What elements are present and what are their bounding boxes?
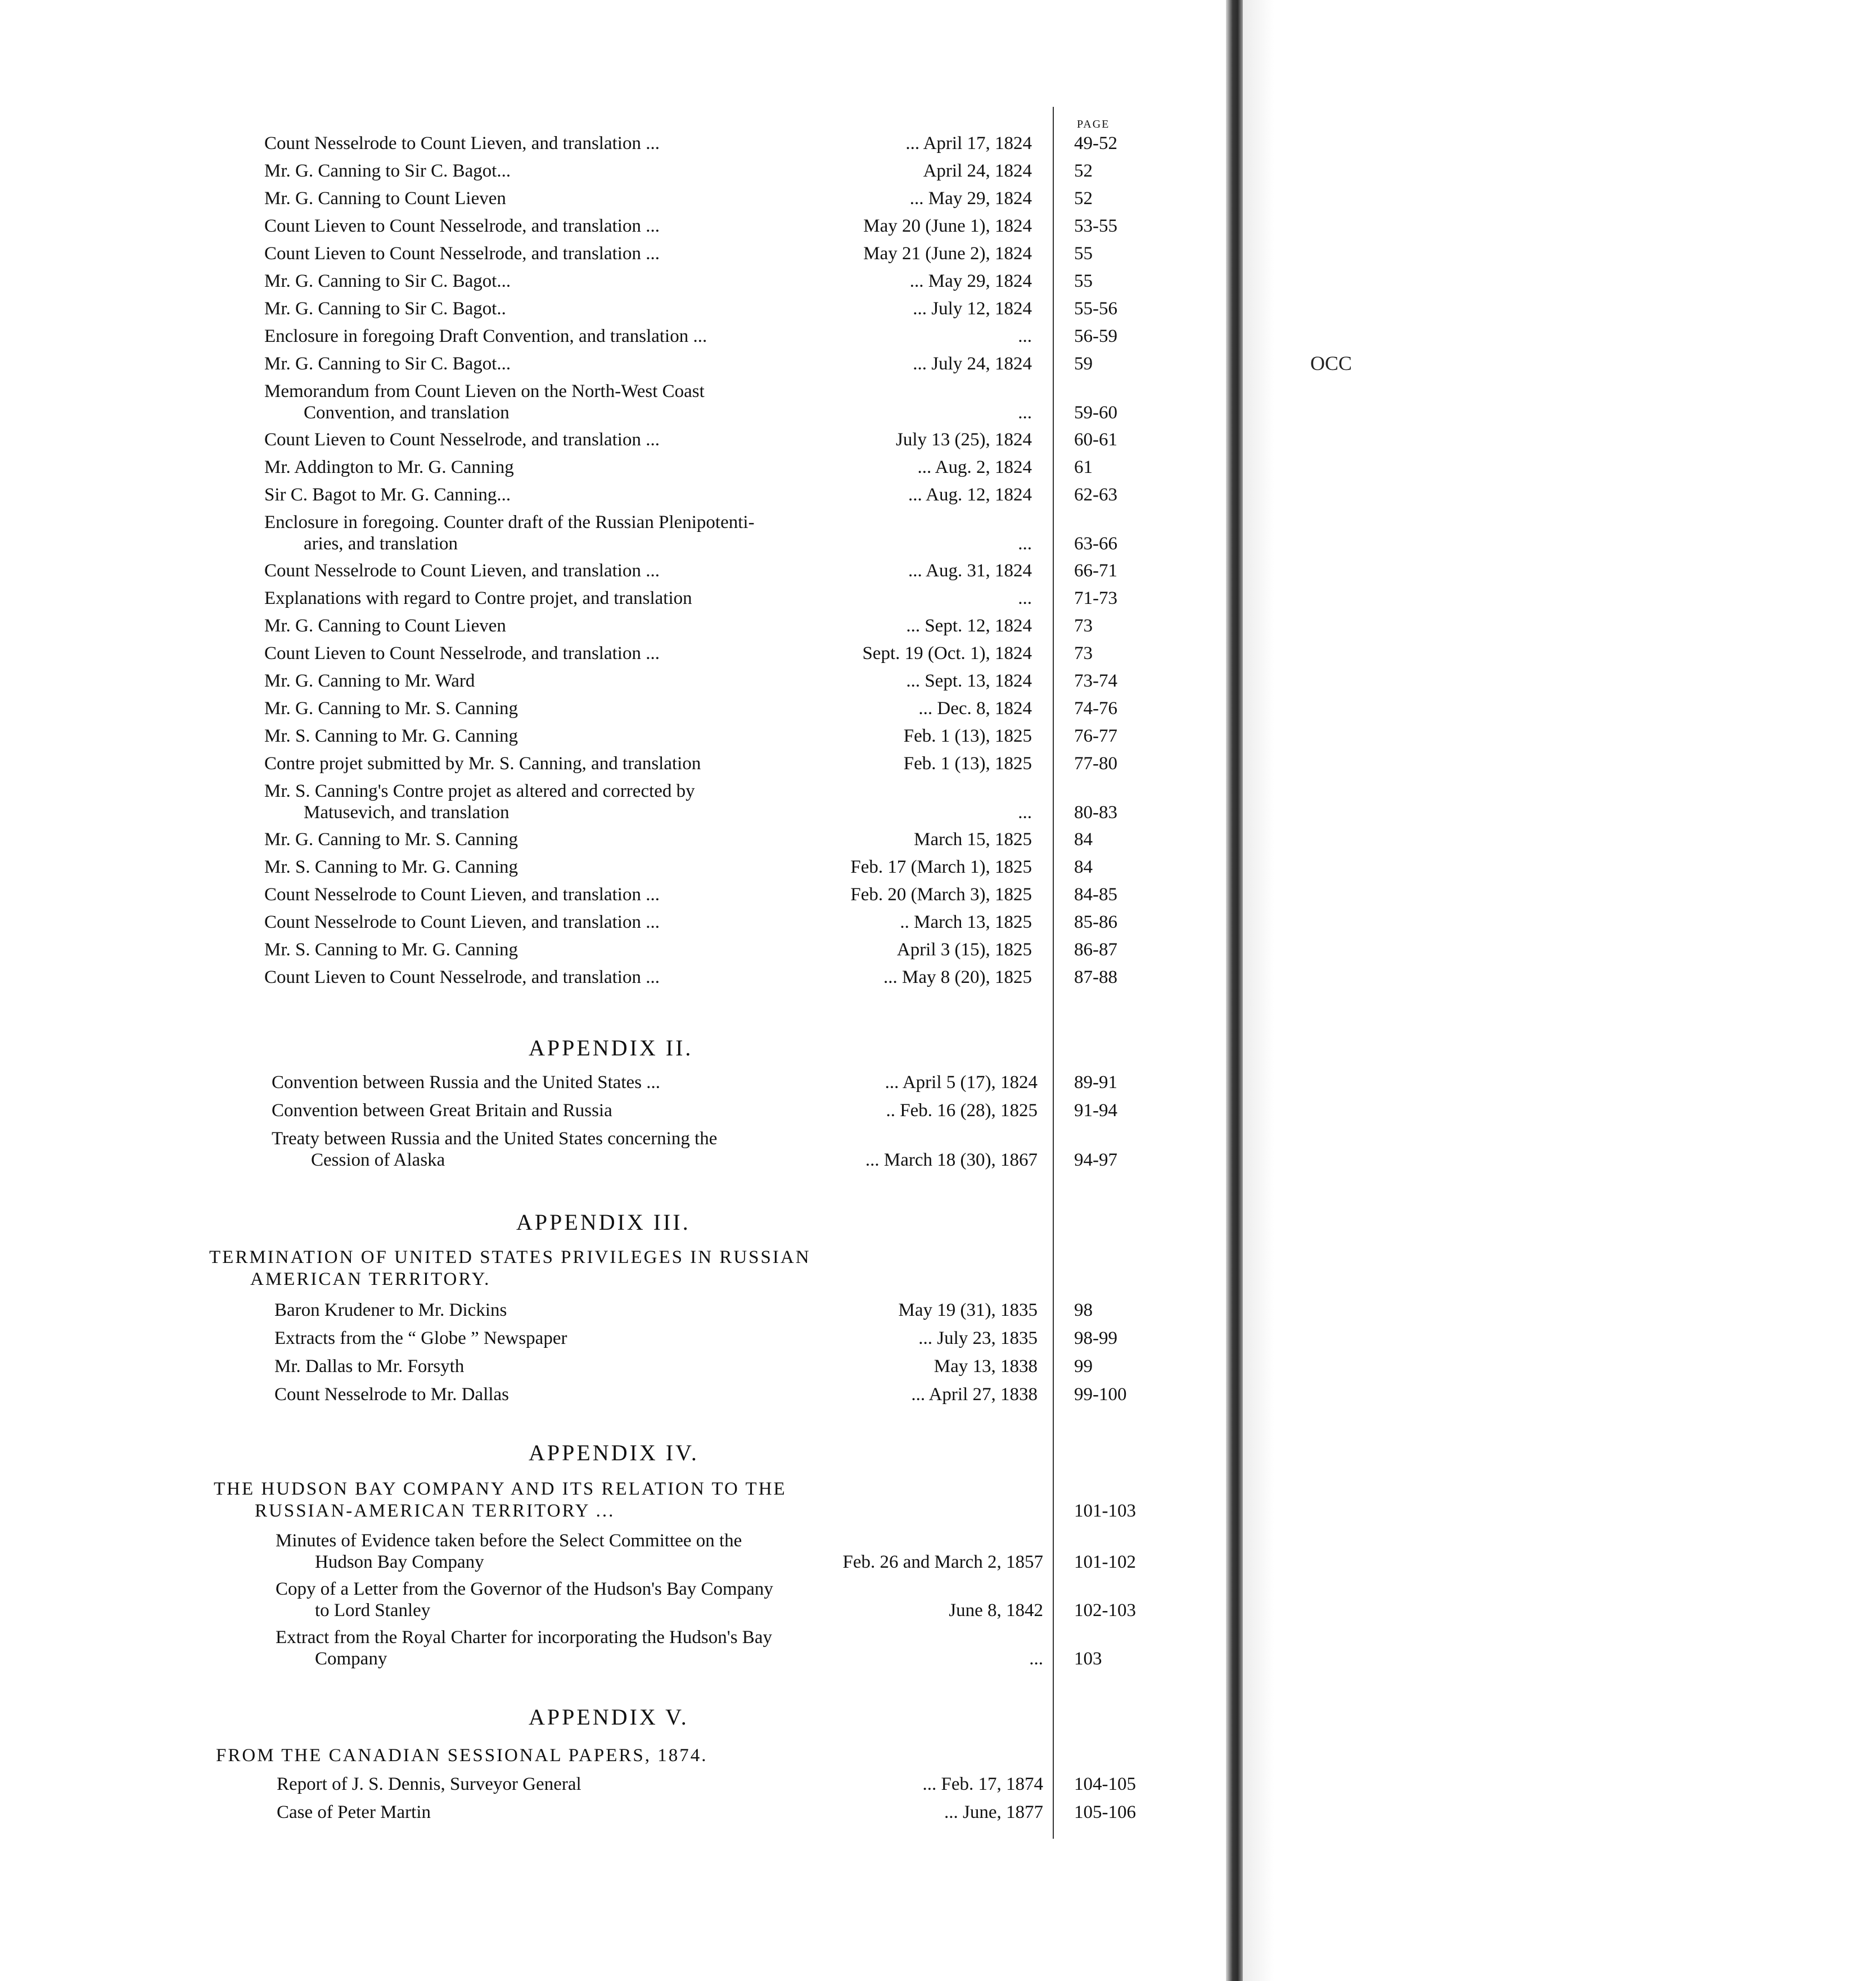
toc-entry-date: .. Feb. 16 (28), 1825 bbox=[886, 1100, 1038, 1121]
toc-entry-page: 87-88 bbox=[1074, 967, 1117, 987]
toc-entry-date: June 8, 1842 bbox=[949, 1600, 1043, 1621]
toc-entry-title: Enclosure in foregoing. Counter draft of the Russian Plenipotenti- bbox=[264, 512, 755, 533]
toc-entry-page: 101-102 bbox=[1074, 1552, 1136, 1572]
toc-entry-page: 102-103 bbox=[1074, 1600, 1136, 1621]
toc-entry-title: Mr. G. Canning to Sir C. Bagot... bbox=[264, 271, 511, 291]
toc-entry-title: Mr. Dallas to Mr. Forsyth bbox=[274, 1356, 465, 1377]
toc-entry-page: 98-99 bbox=[1074, 1328, 1117, 1348]
toc-entry-title: Extract from the Royal Charter for incorporating the Hudson's Bay bbox=[276, 1627, 772, 1648]
toc-entry-date: ... June, 1877 bbox=[944, 1802, 1043, 1822]
toc-entry-title: Convention between Russia and the United States ... bbox=[272, 1072, 661, 1093]
toc-entry-title: Mr. G. Canning to Sir C. Bagot.. bbox=[264, 299, 506, 319]
toc-entry-title: Minutes of Evidence taken before the Select Committee on the bbox=[276, 1531, 742, 1551]
toc-entry-date: May 20 (June 1), 1824 bbox=[863, 216, 1032, 236]
toc-entry-date: ... bbox=[1018, 326, 1032, 346]
toc-entry-date: March 15, 1825 bbox=[914, 829, 1032, 850]
toc-entry-page: 53-55 bbox=[1074, 216, 1117, 236]
toc-entry-title: Mr. S. Canning to Mr. G. Canning bbox=[264, 857, 518, 877]
toc-entry-page: 59-60 bbox=[1074, 403, 1117, 423]
toc-entry-page: 74-76 bbox=[1074, 698, 1117, 719]
toc-entry-title: Count Lieven to Count Nesselrode, and translation ... bbox=[264, 643, 660, 664]
toc-entry-page: 99 bbox=[1074, 1356, 1093, 1377]
toc-entry-title: Explanations with regard to Contre projet, and translation bbox=[264, 588, 692, 608]
toc-entry-date: ... April 5 (17), 1824 bbox=[885, 1072, 1038, 1093]
toc-entry-title: Count Lieven to Count Nesselrode, and translation ... bbox=[264, 430, 660, 450]
section-title: FROM THE CANADIAN SESSIONAL PAPERS, 1874. bbox=[216, 1745, 708, 1766]
toc-entry-page: 59 bbox=[1074, 354, 1093, 374]
toc-entry-page: 104-105 bbox=[1074, 1774, 1136, 1794]
toc-entry bbox=[0, 1383, 1158, 1440]
toc-entry-date: July 13 (25), 1824 bbox=[896, 430, 1032, 450]
toc-entry-page: 84 bbox=[1074, 829, 1093, 850]
toc-entry-date: May 13, 1838 bbox=[934, 1356, 1038, 1377]
toc-entry-title: Contre projet submitted by Mr. S. Canning, and translation bbox=[264, 753, 701, 774]
toc-entry-date: ... Sept. 13, 1824 bbox=[906, 671, 1032, 691]
toc-entry-page: 55 bbox=[1074, 243, 1093, 264]
toc-entry-page: 86-87 bbox=[1074, 940, 1117, 960]
toc-entry-date: April 24, 1824 bbox=[923, 161, 1032, 181]
toc-entry bbox=[0, 1529, 1158, 1586]
toc-entry-title-continued: Convention, and translation bbox=[304, 403, 509, 423]
toc-entry-date: April 3 (15), 1825 bbox=[896, 940, 1032, 960]
toc-entry-page: 84-85 bbox=[1074, 885, 1117, 905]
toc-entry-title: Count Lieven to Count Nesselrode, and translation ... bbox=[264, 243, 660, 264]
toc-entry-page: 105-106 bbox=[1074, 1802, 1136, 1822]
toc-entry-date: ... Aug. 2, 1824 bbox=[917, 457, 1032, 477]
toc-entry-date: Sept. 19 (Oct. 1), 1824 bbox=[862, 643, 1032, 664]
toc-entry-title-continued: Hudson Bay Company bbox=[315, 1552, 484, 1572]
toc-entry bbox=[0, 1626, 1158, 1682]
toc-entry-title: Mr. G. Canning to Sir C. Bagot... bbox=[264, 161, 511, 181]
toc-entry-page: 56-59 bbox=[1074, 326, 1117, 346]
toc-entry-page: 73 bbox=[1074, 643, 1093, 664]
toc-entry-date: ... bbox=[1018, 588, 1032, 608]
toc-entry-date: ... bbox=[1018, 802, 1032, 823]
toc-entry-date: ... bbox=[1018, 534, 1032, 554]
toc-entry-title: Mr. G. Canning to Mr. S. Canning bbox=[264, 829, 518, 850]
toc-entry-date: Feb. 1 (13), 1825 bbox=[903, 726, 1032, 746]
appendix-heading: APPENDIX II. bbox=[529, 1035, 693, 1061]
toc-entry-page: 89-91 bbox=[1074, 1072, 1117, 1093]
toc-entry-page: 76-77 bbox=[1074, 726, 1117, 746]
toc-entry-title: Case of Peter Martin bbox=[277, 1802, 431, 1822]
toc-entry-title-continued: Cession of Alaska bbox=[311, 1150, 445, 1170]
toc-entry-page: 85-86 bbox=[1074, 912, 1117, 932]
toc-entry-date: ... July 12, 1824 bbox=[913, 299, 1032, 319]
facing-page-margin bbox=[1243, 0, 1347, 1981]
toc-entry bbox=[0, 966, 1158, 1022]
toc-entry-page: 61 bbox=[1074, 457, 1093, 477]
toc-entry-title: Enclosure in foregoing Draft Convention, and translation ... bbox=[264, 326, 707, 346]
toc-entry-page: 98 bbox=[1074, 1300, 1093, 1320]
toc-entry-title: Mr. G. Canning to Mr. Ward bbox=[264, 671, 475, 691]
toc-entry-date: May 21 (June 2), 1824 bbox=[863, 243, 1032, 264]
toc-entry-date: ... July 23, 1835 bbox=[918, 1328, 1038, 1348]
toc-entry-date: ... May 29, 1824 bbox=[909, 271, 1032, 291]
toc-entry-date: Feb. 26 and March 2, 1857 bbox=[842, 1552, 1043, 1572]
facing-page-text: OCC bbox=[1310, 352, 1352, 374]
appendix-heading: APPENDIX V. bbox=[529, 1704, 689, 1730]
toc-entry-date: ... July 24, 1824 bbox=[913, 354, 1032, 374]
toc-entry-title: Mr. G. Canning to Count Lieven bbox=[264, 616, 506, 636]
toc-entry-page: 49-52 bbox=[1074, 133, 1117, 154]
toc-entry-date: ... bbox=[1029, 1649, 1043, 1669]
toc-entry-date: Feb. 17 (March 1), 1825 bbox=[850, 857, 1032, 877]
toc-entry-date: ... March 18 (30), 1867 bbox=[865, 1150, 1038, 1170]
toc-entry-page: 55 bbox=[1074, 271, 1093, 291]
toc-entry-title: Count Nesselrode to Count Lieven, and translation ... bbox=[264, 912, 660, 932]
toc-entry-date: ... Dec. 8, 1824 bbox=[918, 698, 1032, 719]
toc-entry-date: ... May 29, 1824 bbox=[909, 188, 1032, 209]
toc-entry-page: 55-56 bbox=[1074, 299, 1117, 319]
section-title-continued: AMERICAN TERRITORY. bbox=[250, 1269, 491, 1289]
toc-entry-title: Convention between Great Britain and Russia bbox=[272, 1100, 612, 1121]
toc-entry-title: Count Nesselrode to Count Lieven, and translation ... bbox=[264, 561, 660, 581]
toc-entry-date: ... Feb. 17, 1874 bbox=[922, 1774, 1043, 1794]
toc-entry-page: 62-63 bbox=[1074, 485, 1117, 505]
toc-entry-title-continued: Matusevich, and translation bbox=[304, 802, 509, 823]
toc-entry-title: Count Lieven to Count Nesselrode, and translation ... bbox=[264, 967, 660, 987]
toc-entry-page: 80-83 bbox=[1074, 802, 1117, 823]
toc-entry bbox=[0, 1578, 1158, 1634]
toc-entry-page: 71-73 bbox=[1074, 588, 1117, 608]
toc-entry-date: May 19 (31), 1835 bbox=[898, 1300, 1038, 1320]
toc-entry-page: 52 bbox=[1074, 161, 1093, 181]
toc-entry-page: 77-80 bbox=[1074, 753, 1117, 774]
toc-entry-title: Extracts from the “ Globe ” Newspaper bbox=[274, 1328, 567, 1348]
toc-entry-page: 52 bbox=[1074, 188, 1093, 209]
toc-entry-title: Count Nesselrode to Count Lieven, and translation ... bbox=[264, 885, 660, 905]
toc-entry-date: ... Sept. 12, 1824 bbox=[906, 616, 1032, 636]
toc-entry bbox=[0, 511, 1158, 567]
toc-entry-date: ... April 17, 1824 bbox=[905, 133, 1032, 154]
toc-entry-title: Treaty between Russia and the United States concerning the bbox=[272, 1129, 718, 1149]
toc-entry-date: ... Aug. 12, 1824 bbox=[908, 485, 1032, 505]
toc-entry-title-continued: Company bbox=[315, 1649, 387, 1669]
toc-entry-title: Count Nesselrode to Mr. Dallas bbox=[274, 1384, 509, 1405]
toc-entry-title: Mr. G. Canning to Count Lieven bbox=[264, 188, 506, 209]
toc-entry-page: 84 bbox=[1074, 857, 1093, 877]
toc-entry-title: Memorandum from Count Lieven on the North-West Coast bbox=[264, 381, 705, 401]
toc-entry-title: Copy of a Letter from the Governor of the Hudson's Bay Company bbox=[276, 1579, 773, 1599]
toc-entry-page: 103 bbox=[1074, 1649, 1102, 1669]
toc-entry-date: ... bbox=[1018, 403, 1032, 423]
toc-entry-title-continued: aries, and translation bbox=[304, 534, 458, 554]
toc-entry-date: Feb. 20 (March 3), 1825 bbox=[850, 885, 1032, 905]
toc-entry-title: Baron Krudener to Mr. Dickins bbox=[274, 1300, 507, 1320]
section-title: TERMINATION OF UNITED STATES PRIVILEGES IN RUSSIAN bbox=[209, 1247, 811, 1267]
toc-entry-date: ... Aug. 31, 1824 bbox=[908, 561, 1032, 581]
toc-entry-title: Mr. S. Canning to Mr. G. Canning bbox=[264, 940, 518, 960]
toc-entry-title: Count Nesselrode to Count Lieven, and translation ... bbox=[264, 133, 660, 154]
page-column-header: PAGE bbox=[1077, 118, 1110, 130]
toc-entry bbox=[0, 780, 1158, 836]
toc-entry-title: Mr. G. Canning to Sir C. Bagot... bbox=[264, 354, 511, 374]
toc-entry-page: 60-61 bbox=[1074, 430, 1117, 450]
toc-entry-title: Sir C. Bagot to Mr. G. Canning... bbox=[264, 485, 511, 505]
toc-entry-page: 91-94 bbox=[1074, 1100, 1117, 1121]
toc-entry-title: Count Lieven to Count Nesselrode, and translation ... bbox=[264, 216, 660, 236]
section-title: THE HUDSON BAY COMPANY AND ITS RELATION TO THE bbox=[214, 1479, 787, 1499]
toc-entry-date: .. March 13, 1825 bbox=[900, 912, 1032, 932]
toc-entry-page: 73-74 bbox=[1074, 671, 1117, 691]
toc-entry-title: Mr. Addington to Mr. G. Canning bbox=[264, 457, 514, 477]
toc-entry-page: 73 bbox=[1074, 616, 1093, 636]
toc-entry-page: 66-71 bbox=[1074, 561, 1117, 581]
section-page: 101-103 bbox=[1074, 1501, 1136, 1521]
appendix-heading: APPENDIX III. bbox=[516, 1210, 691, 1235]
toc-entry-page: 99-100 bbox=[1074, 1384, 1127, 1405]
appendix-heading: APPENDIX IV. bbox=[529, 1440, 699, 1465]
toc-entry-date: ... April 27, 1838 bbox=[911, 1384, 1038, 1405]
toc-entry-title-continued: to Lord Stanley bbox=[315, 1600, 431, 1621]
toc-entry-page: 63-66 bbox=[1074, 534, 1117, 554]
toc-entry-title: Mr. G. Canning to Mr. S. Canning bbox=[264, 698, 518, 719]
toc-entry-date: Feb. 1 (13), 1825 bbox=[903, 753, 1032, 774]
section-title-continued: RUSSIAN-AMERICAN TERRITORY ... bbox=[255, 1501, 615, 1521]
toc-entry bbox=[0, 1801, 1158, 1857]
toc-entry bbox=[0, 380, 1158, 436]
toc-entry-title: Mr. S. Canning to Mr. G. Canning bbox=[264, 726, 518, 746]
toc-entry-title: Report of J. S. Dennis, Surveyor General bbox=[277, 1774, 581, 1794]
toc-entry-date: ... May 8 (20), 1825 bbox=[883, 967, 1032, 987]
page-edge-shadow bbox=[1226, 0, 1243, 1981]
toc-entry-page: 94-97 bbox=[1074, 1150, 1117, 1170]
toc-entry bbox=[0, 1127, 1158, 1184]
toc-entry-title: Mr. S. Canning's Contre projet as altered and corrected by bbox=[264, 781, 695, 801]
